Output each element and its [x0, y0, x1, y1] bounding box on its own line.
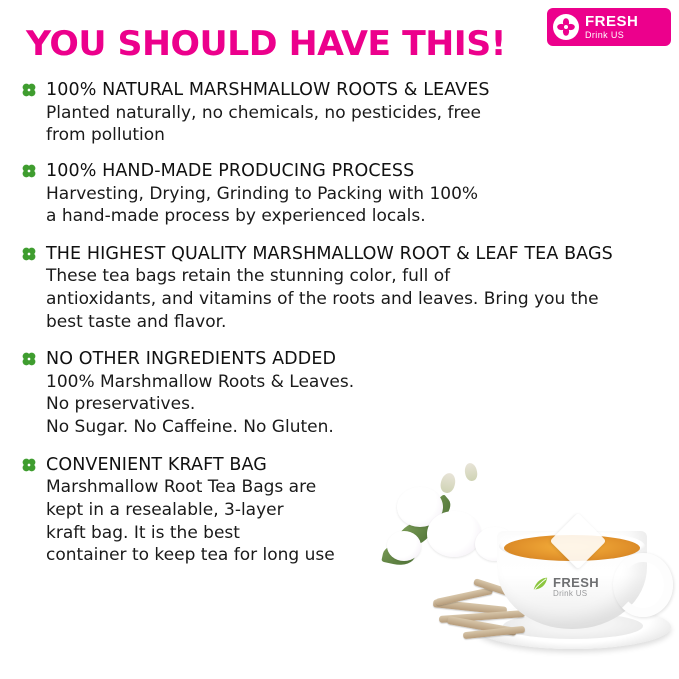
feature-body	[46, 102, 667, 147]
brand-logo-icon	[553, 14, 579, 40]
feature-body-line: kept in a resealable, 3-layer	[46, 499, 284, 520]
feature-body-line: best taste and flavor.	[46, 311, 227, 332]
feature-body	[46, 476, 376, 566]
feature-title: 100% HAND-MADE PRODUCING PROCESS	[46, 160, 415, 181]
tea-bag	[550, 513, 607, 570]
list-item	[12, 161, 667, 228]
feature-body-line: a hand-made process by experienced locals.	[46, 206, 426, 227]
flower-bud	[439, 472, 457, 495]
feature-body-line: Marshmallow Root Tea Bags are	[46, 477, 317, 498]
clover-icon	[20, 245, 38, 263]
clover-icon	[20, 350, 38, 368]
feature-body-line: 100% Marshmallow Roots & Leaves.	[46, 371, 355, 392]
feature-body-line: Harvesting, Drying, Grinding to Packing with 100%	[46, 183, 479, 204]
cup-brand-tagline: Drink US	[553, 588, 588, 598]
flower	[427, 511, 481, 557]
tea-liquid	[504, 535, 640, 561]
flower-bud	[464, 462, 479, 482]
flower	[387, 531, 421, 561]
cup-brand-logo	[531, 575, 599, 598]
feature-body-line: No preservatives.	[46, 394, 196, 415]
clover-icon	[20, 81, 38, 99]
feature-title: THE HIGHEST QUALITY MARSHMALLOW ROOT & LEAF TEA BAGS	[46, 243, 613, 264]
feature-body	[46, 265, 667, 333]
list-item	[12, 349, 667, 438]
page-title: YOU SHOULD HAVE THIS!	[26, 24, 506, 64]
brand-name: FRESH	[585, 13, 639, 30]
list-item	[12, 80, 667, 147]
feature-body-line: No Sugar. No Caffeine. No Gluten.	[46, 417, 334, 438]
feature-body	[46, 371, 466, 439]
feature-body-line: Planted naturally, no chemicals, no pesticides, free	[46, 102, 482, 123]
feature-body	[46, 183, 667, 228]
brand-badge	[547, 8, 671, 46]
feature-body-line: These tea bags retain the stunning color, full of	[46, 266, 451, 287]
feature-body-line: kraft bag. It is the best	[46, 522, 240, 543]
leaf-icon	[531, 575, 549, 598]
clover-icon	[20, 162, 38, 180]
feature-title: CONVENIENT KRAFT BAG	[46, 454, 267, 475]
list-item	[12, 244, 667, 333]
brand-tagline: Drink US	[585, 30, 625, 40]
feature-title: NO OTHER INGREDIENTS ADDED	[46, 349, 337, 370]
product-photo	[379, 445, 679, 655]
clover-icon	[20, 456, 38, 474]
feature-title: 100% NATURAL MARSHMALLOW ROOTS & LEAVES	[46, 80, 490, 100]
feature-body-line: from pollution	[46, 125, 165, 146]
cup-handle	[613, 553, 673, 617]
feature-body-line: container to keep tea for long use	[46, 545, 335, 566]
feature-body-line: antioxidants, and vitamins of the roots and leaves. Bring you the	[46, 288, 599, 309]
cup-brand-name: FRESH	[553, 574, 600, 590]
